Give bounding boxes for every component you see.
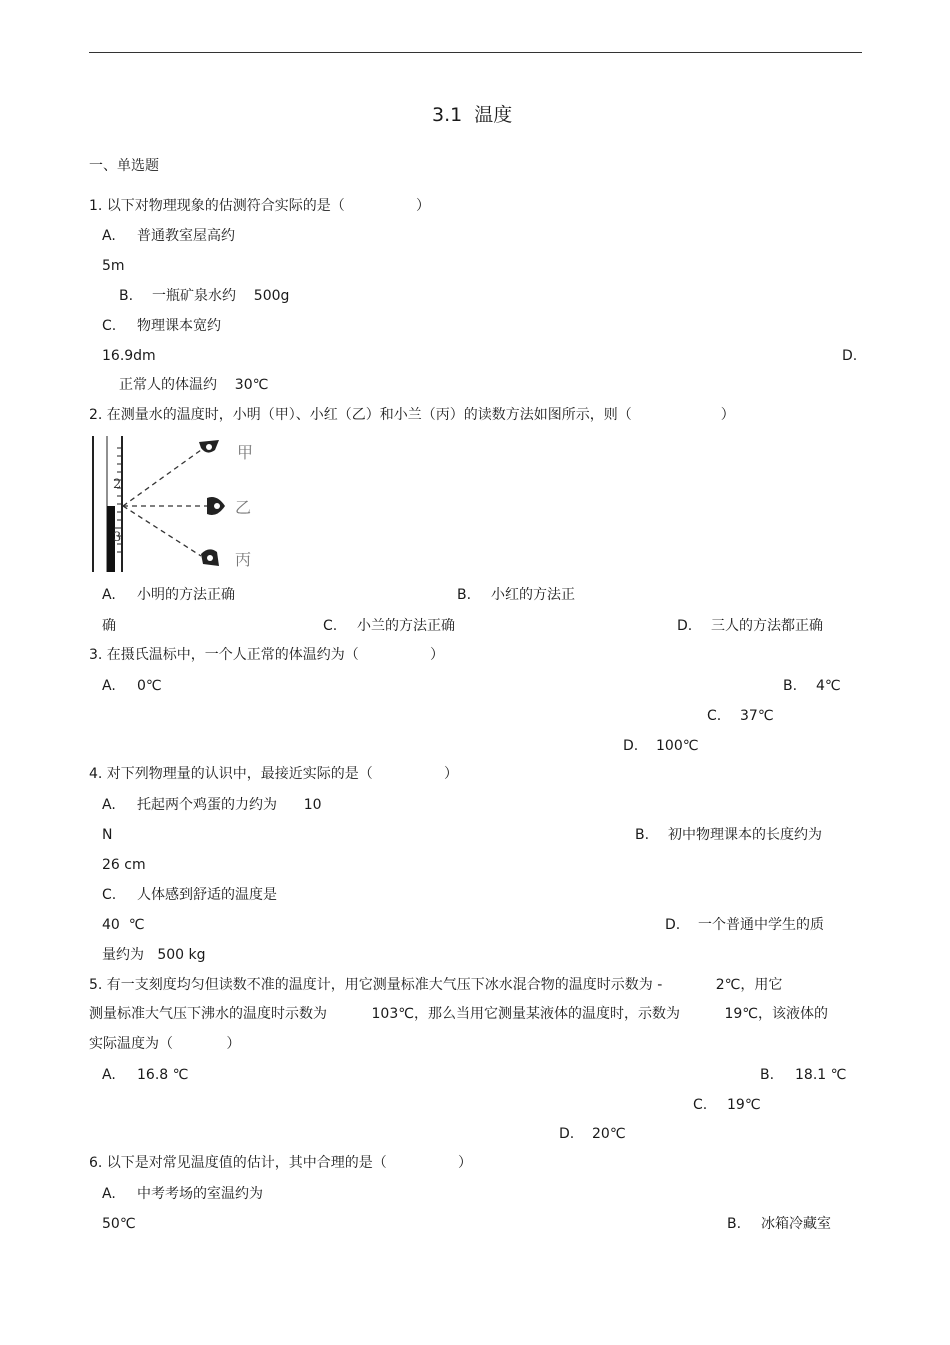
q4-option-c-text: 人体感到舒适的温度是 — [137, 887, 277, 903]
q6-option-a-cont: 50℃ — [102, 1216, 136, 1232]
q2-option-b-cont: 确 — [102, 618, 116, 634]
q3-option-b-text: 4℃ — [816, 678, 841, 694]
q2-option-d-label: D. — [677, 618, 693, 634]
q1-option-a-cont: 5m — [102, 258, 125, 274]
question-5-stem-line-2: 测量标准大气压下沸水的温度时示数为 103℃，那么当用它测量某液体的温度时，示数为 19℃，该液体的 — [89, 1006, 828, 1022]
question-5-stem-line-3: 实际温度为（ ） — [89, 1036, 241, 1052]
q4-option-b-text: 初中物理课本的长度约为 — [668, 827, 822, 843]
q3-option-a-text: 0℃ — [137, 678, 162, 694]
q1-option-b-label: B. — [119, 288, 134, 304]
q1-option-a-label: A. — [102, 228, 116, 244]
eye-icon-yi — [207, 497, 225, 515]
q2-option-a-text: 小明的方法正确 — [137, 587, 235, 603]
q2-option-c-label: C. — [323, 618, 338, 634]
q4-option-d-cont: 量约为 500 kg — [102, 947, 206, 963]
q4-option-b-cont: 26 cm — [102, 857, 146, 873]
q4-option-c-label: C. — [102, 887, 117, 903]
q1-option-c-label: C. — [102, 318, 117, 334]
question-2-stem: 2. 在测量水的温度时，小明（甲）、小红（乙）和小兰（丙）的读数方法如图所示，则（ ） — [89, 407, 735, 423]
q2-option-b-text: 小红的方法正 — [491, 587, 575, 603]
q6-option-b-label: B. — [727, 1216, 742, 1232]
header-rule — [89, 52, 862, 53]
q3-option-a-label: A. — [102, 678, 116, 694]
q6-option-a-text: 中考考场的室温约为 — [137, 1186, 263, 1202]
thermometer-reading-figure — [89, 436, 269, 576]
q6-option-a-label: A. — [102, 1186, 116, 1202]
q5-option-c-label: C. — [693, 1097, 708, 1113]
q1-option-c-cont: 16.9dm — [102, 348, 156, 364]
eye-icon-jia — [199, 440, 219, 453]
question-4-stem: 4. 对下列物理量的认识中，最接近实际的是（ ） — [89, 766, 459, 782]
question-3-stem: 3. 在摄氏温标中，一个人正常的体温约为（ ） — [89, 647, 445, 663]
q4-option-c-cont: 40 ℃ — [102, 917, 145, 933]
q1-option-d-label: D. — [842, 348, 858, 364]
eye-icon-bing — [201, 549, 219, 566]
sight-lines — [123, 450, 207, 556]
q5-option-a-label: A. — [102, 1067, 116, 1083]
label-yi: 乙 — [235, 498, 252, 517]
q4-option-b-label: B. — [635, 827, 650, 843]
q3-option-d-label: D. — [623, 738, 639, 754]
question-6-stem: 6. 以下是对常见温度值的估计，其中合理的是（ ） — [89, 1155, 473, 1171]
tick-label-2: 2 — [113, 477, 122, 492]
q5-option-c-text: 19℃ — [727, 1097, 761, 1113]
tick-label-3: 3 — [113, 530, 122, 545]
q2-option-c-text: 小兰的方法正确 — [357, 618, 455, 634]
q5-option-b-label: B. — [760, 1067, 775, 1083]
question-1-stem: 1. 以下对物理现象的估测符合实际的是（ ） — [89, 198, 431, 214]
q1-option-a-text: 普通教室屋高约 — [137, 228, 235, 244]
q1-option-c-text: 物理课本宽约 — [137, 318, 221, 334]
q5-option-d-label: D. — [559, 1126, 575, 1142]
q4-option-d-label: D. — [665, 917, 681, 933]
label-bing: 丙 — [235, 550, 252, 569]
question-5-stem-line-1: 5. 有一支刻度均匀但读数不准的温度计，用它测量标准大气压下冰水混合物的温度时示数为 - 2℃，用它 — [89, 977, 783, 993]
label-jia: 甲 — [237, 443, 254, 462]
q5-option-d-text: 20℃ — [592, 1126, 626, 1142]
q3-option-d-text: 100℃ — [656, 738, 699, 754]
q2-option-a-label: A. — [102, 587, 116, 603]
q4-option-a-text: 托起两个鸡蛋的力约为 10 — [137, 797, 322, 813]
q5-option-a-text: 16.8 ℃ — [137, 1067, 189, 1083]
section-heading: 一、单选题 — [89, 158, 159, 174]
q3-option-b-label: B. — [783, 678, 798, 694]
page-title: 3.1 温度 — [432, 104, 513, 126]
q6-option-b-text: 冰箱冷藏室 — [761, 1216, 831, 1232]
q1-option-d-text: 正常人的体温约 30℃ — [119, 377, 269, 393]
q4-option-a-cont: N — [102, 827, 113, 843]
q2-option-b-label: B. — [457, 587, 472, 603]
q4-option-d-text: 一个普通中学生的质 — [698, 917, 824, 933]
q1-option-b-text: 一瓶矿泉水约 500g — [152, 288, 290, 304]
q3-option-c-label: C. — [707, 708, 722, 724]
q2-option-d-text: 三人的方法都正确 — [711, 618, 823, 634]
q4-option-a-label: A. — [102, 797, 116, 813]
q5-option-b-text: 18.1 ℃ — [795, 1067, 847, 1083]
q3-option-c-text: 37℃ — [740, 708, 774, 724]
